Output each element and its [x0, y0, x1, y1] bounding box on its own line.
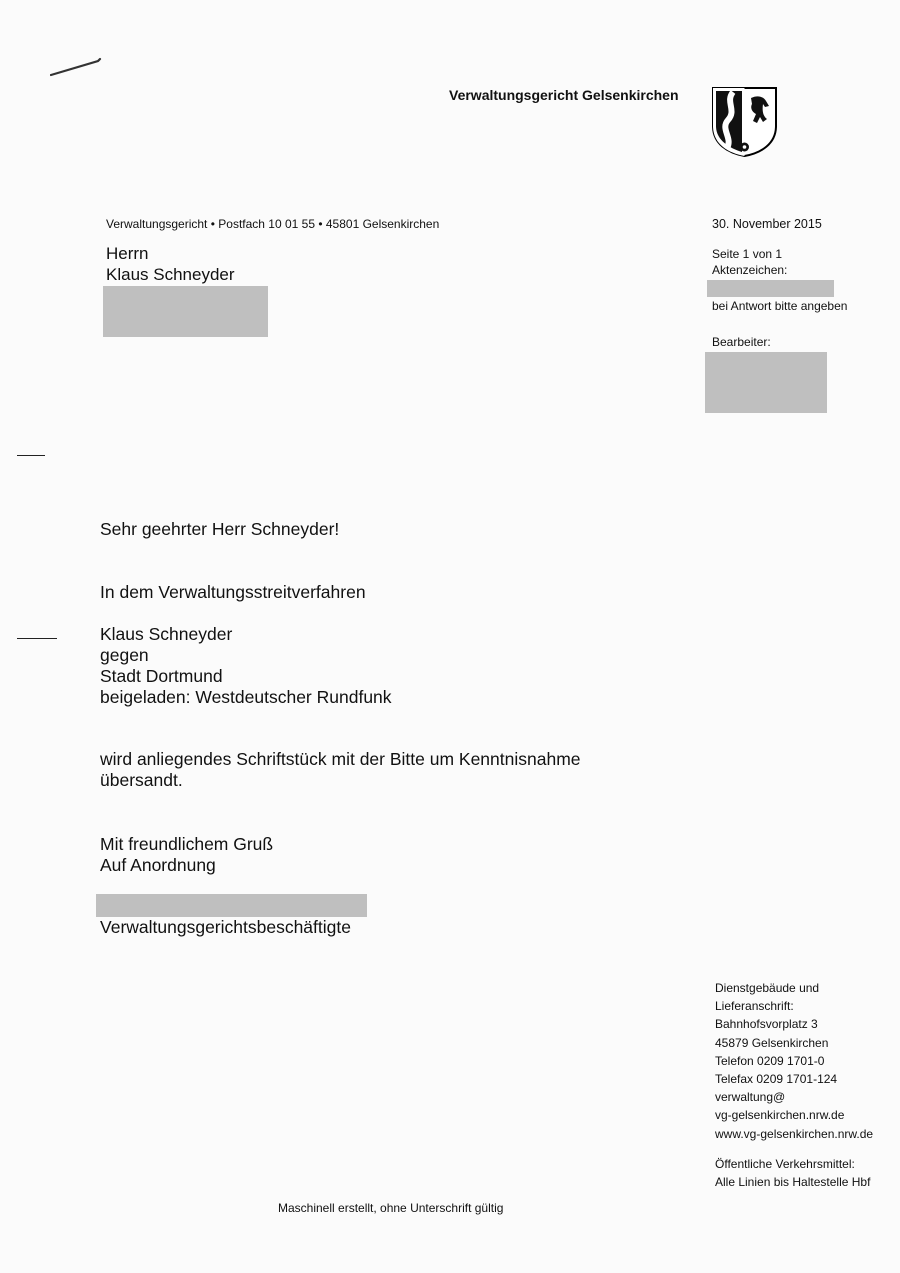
message-block: [100, 749, 581, 791]
clerk-label: Bearbeiter:: [712, 335, 771, 349]
greeting: Sehr geehrter Herr Schneyder!: [100, 519, 340, 539]
footer-line: Bahnhofsvorplatz 3: [715, 1017, 818, 1032]
sender-address-line: Verwaltungsgericht • Postfach 10 01 55 • 45801 Gelsenkirchen: [106, 217, 440, 231]
court-name: Verwaltungsgericht Gelsenkirchen: [449, 87, 679, 103]
closing-block: [100, 834, 273, 876]
letter-date: 30. November 2015: [712, 217, 822, 231]
pen-stroke-mark: [50, 55, 102, 77]
punch-mark: [17, 638, 57, 639]
party-plaintiff: Klaus Schneyder: [100, 624, 233, 644]
page-count: Seite 1 von 1: [712, 247, 783, 261]
file-number-label: Aktenzeichen:: [712, 263, 788, 277]
footer-phone: Telefon 0209 1701-0: [715, 1053, 825, 1068]
footer-email-domain: vg-gelsenkirchen.nrw.de: [715, 1108, 845, 1123]
signer-title: Verwaltungsgerichtsbeschäftigte: [100, 917, 351, 937]
reply-note: bei Antwort bitte angeben: [712, 299, 848, 313]
redacted-file-number: [707, 280, 834, 297]
closing-line: Auf Anordnung: [100, 855, 216, 875]
footer-fax: Telefax 0209 1701-124: [715, 1072, 838, 1087]
machine-generated-note: Maschinell erstellt, ohne Unterschrift gültig: [278, 1201, 504, 1215]
footer-line: 45879 Gelsenkirchen: [715, 1035, 829, 1050]
footer-line: Lieferanschrift:: [715, 999, 794, 1014]
nrw-coat-of-arms-icon: [711, 86, 778, 158]
transit-info: Alle Linien bis Haltestelle Hbf: [715, 1175, 871, 1190]
parties-block: [100, 624, 392, 708]
party-versus: gegen: [100, 645, 149, 665]
redacted-signer-name: [96, 894, 367, 917]
transit-label: Öffentliche Verkehrsmittel:: [715, 1156, 855, 1171]
recipient-name: Klaus Schneyder: [106, 265, 235, 284]
court-contact-info: [715, 979, 873, 1191]
party-defendant: Stadt Dortmund: [100, 666, 223, 686]
footer-line: Dienstgebäude und: [715, 981, 820, 995]
recipient-block: [106, 243, 235, 285]
message-line: übersandt.: [100, 770, 183, 790]
party-joined: beigeladen: Westdeutscher Rundfunk: [100, 687, 392, 707]
recipient-salutation: Herrn: [106, 244, 149, 263]
closing-line: Mit freundlichem Gruß: [100, 834, 274, 854]
message-line: wird anliegendes Schriftstück mit der Bitte um Kenntnisnahme: [100, 749, 581, 769]
redacted-recipient-address: [103, 286, 268, 337]
footer-website: www.vg-gelsenkirchen.nrw.de: [715, 1126, 874, 1141]
redacted-clerk-name: [705, 352, 827, 413]
fold-mark: [17, 455, 45, 456]
procedure-intro: In dem Verwaltungsstreitverfahren: [100, 582, 366, 602]
footer-spacer: [715, 1143, 873, 1155]
footer-email-user: verwaltung@: [715, 1090, 786, 1105]
